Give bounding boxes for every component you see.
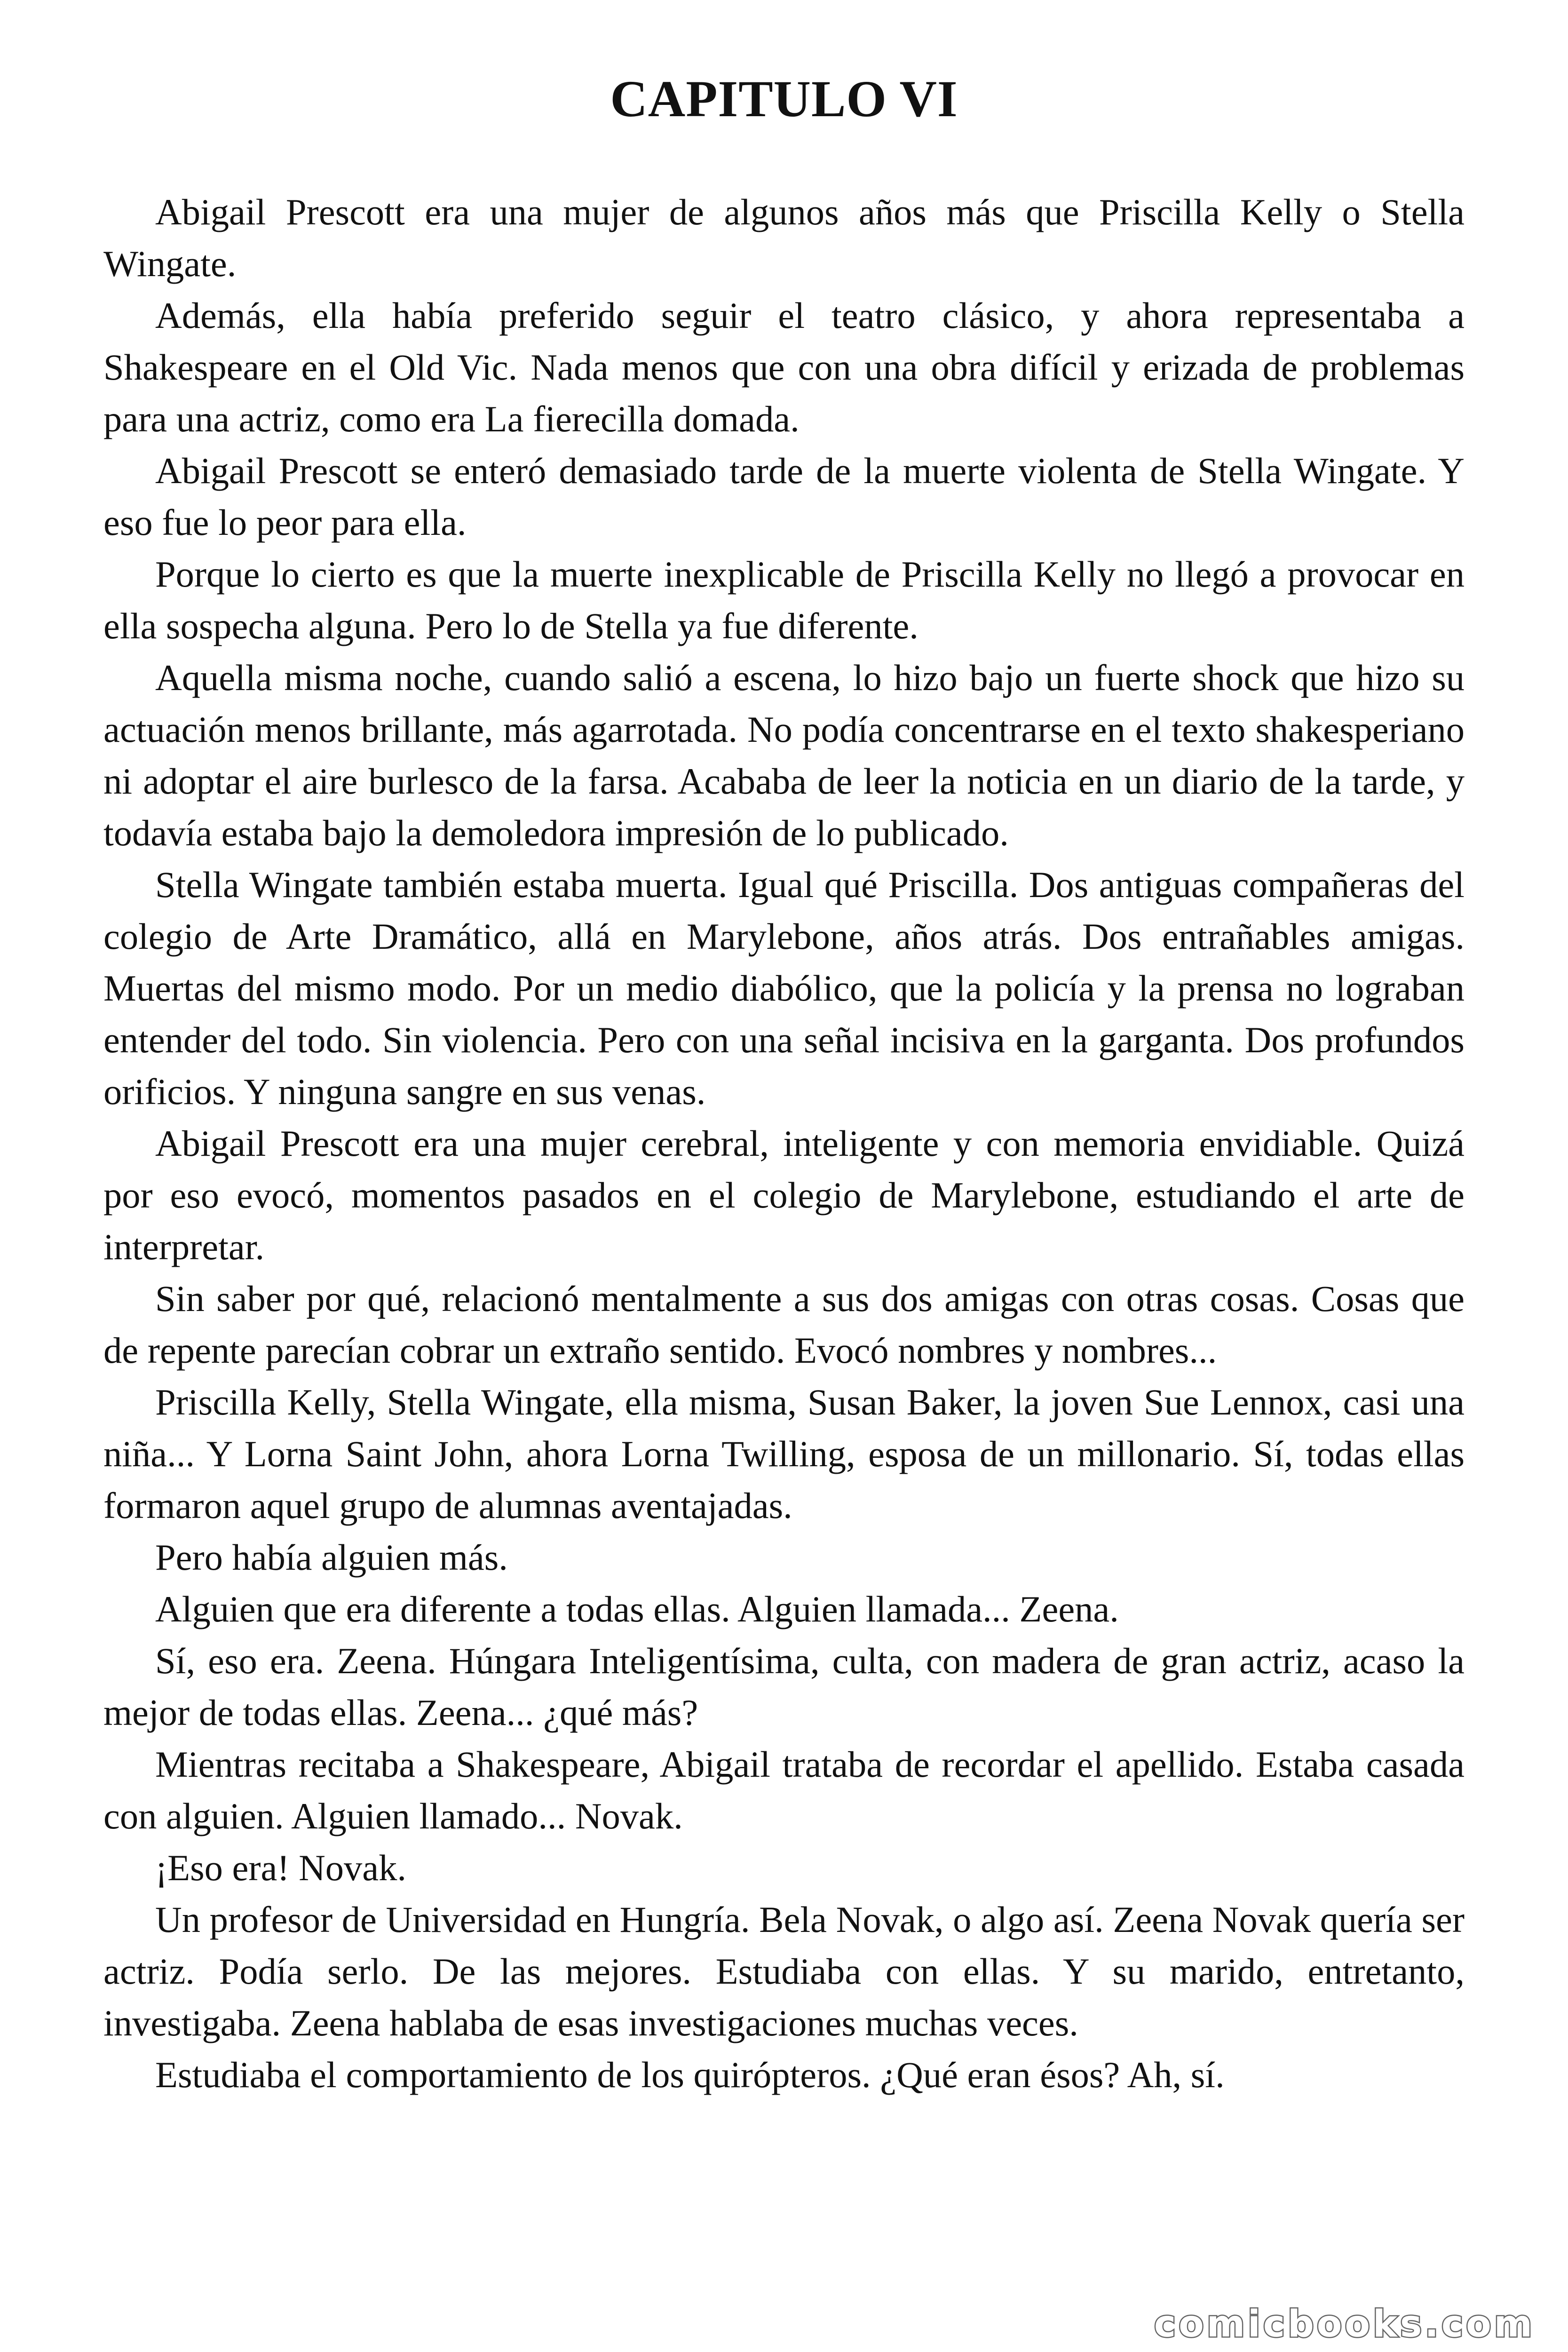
paragraph-15: Un profesor de Universidad en Hungría. Bela Novak, o algo así. Zeena Novak quería ser actriz. Podía serlo. De las mejores. Estudiaba con ellas. Y su marido, entretanto, investigaba. Zeena hablaba de esas investigaciones muchas veces. — [103, 1899, 1465, 2043]
paragraph-5: Aquella misma noche, cuando salió a escena, lo hizo bajo un fuerte shock que hizo su actuación menos brillante, más agarrotada. No podía concentrarse en el texto shakesperiano ni adoptar el aire burlesco de la farsa. Acababa de leer la noticia en un diario de la tarde, y todavía estaba bajo la demoledora impresión de lo publicado. — [103, 657, 1465, 853]
paragraph-14: ¡Eso era! Novak. — [155, 1847, 407, 1888]
paragraph-2: Además, ella había preferido seguir el teatro clásico, y ahora representaba a Shakespeare en el Old Vic. Nada menos que con una obra difícil y erizada de problemas para una actriz, como era La fierecilla domada. — [103, 295, 1465, 439]
paragraph-11: Alguien que era diferente a todas ellas. Alguien llamada... Zeena. — [155, 1589, 1119, 1629]
paragraph-7: Abigail Prescott era una mujer cerebral, inteligente y con memoria envidiable. Quizá por eso evocó, momentos pasados en el colegio de Marylebone, estudiando el arte de interpretar. — [103, 1123, 1465, 1267]
chapter-body — [103, 186, 1465, 2101]
paragraph-6: Stella Wingate también estaba muerta. Igual qué Priscilla. Dos antiguas compañeras del colegio de Arte Dramático, allá en Marylebone, años atrás. Dos entrañables amigas. Muertas del mismo modo. Por un medio diabólico, que la policía y la prensa no lograban entender del todo. Sin violencia. Pero con una señal incisiva en la garganta. Dos profundos orificios. Y ninguna sangre en sus venas. — [103, 864, 1465, 1112]
paragraph-12: Sí, eso era. Zeena. Húngara Inteligentísima, culta, con madera de gran actriz, acaso la mejor de todas ellas. Zeena... ¿qué más? — [103, 1640, 1465, 1733]
paragraph-4: Porque lo cierto es que la muerte inexplicable de Priscilla Kelly no llegó a provocar en ella sospecha alguna. Pero lo de Stella ya fue diferente. — [103, 554, 1465, 646]
paragraph-9: Priscilla Kelly, Stella Wingate, ella misma, Susan Baker, la joven Sue Lennox, casi una niña... Y Lorna Saint John, ahora Lorna Twilling, esposa de un millonario. Sí, todas ellas formaron aquel grupo de alumnas aventajadas. — [103, 1382, 1465, 1526]
paragraph-3: Abigail Prescott se enteró demasiado tarde de la muerte violenta de Stella Wingate. Y eso fue lo peor para ella. — [103, 450, 1465, 543]
paragraph-13: Mientras recitaba a Shakespeare, Abigail trataba de recordar el apellido. Estaba casada con alguien. Alguien llamado... Novak. — [103, 1744, 1465, 1836]
chapter-title: CAPITULO VI — [610, 70, 958, 127]
paragraph-10: Pero había alguien más. — [155, 1537, 508, 1578]
paragraph-1: Abigail Prescott era una mujer de algunos años más que Priscilla Kelly o Stella Wingate. — [103, 191, 1465, 284]
paragraph-16: Estudiaba el comportamiento de los quirópteros. ¿Qué eran ésos? Ah, sí. — [155, 2054, 1225, 2095]
watermark-logo: comicbooks.com — [1154, 2303, 1535, 2345]
paragraph-8: Sin saber por qué, relacionó mentalmente a sus dos amigas con otras cosas. Cosas que de repente parecían cobrar un extraño sentido. Evocó nombres y nombres... — [103, 1278, 1465, 1371]
